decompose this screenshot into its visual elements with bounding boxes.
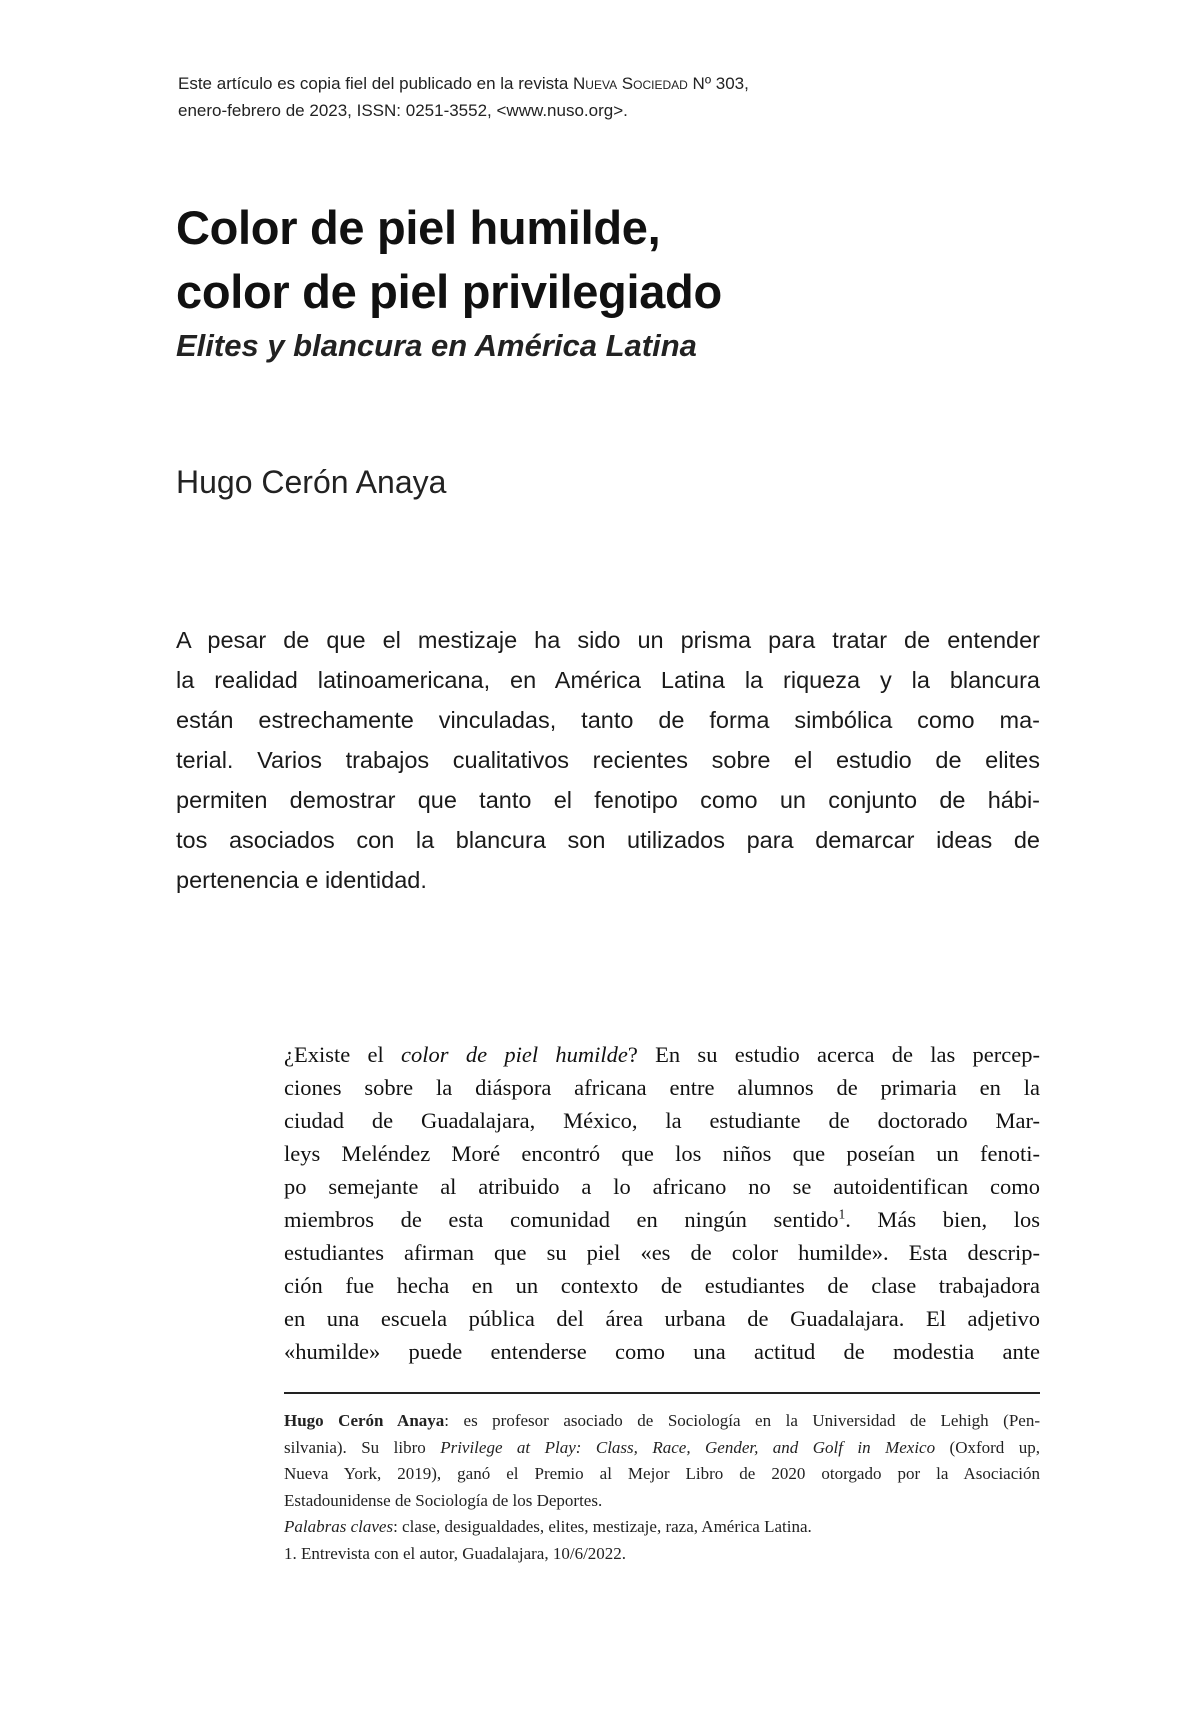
- abstract-line: están estrechamente vinculadas, tanto de forma simbólica como ma-: [176, 707, 1040, 733]
- body-line: ciones sobre la diáspora africana entre alumnos de primaria en la: [284, 1075, 1040, 1100]
- abstract-line: pertenencia e identidad.: [176, 867, 427, 893]
- article-subtitle: Elites y blancura en América Latina: [176, 328, 697, 363]
- body-line: ción fue hecha en un contexto de estudiantes de clase trabajadora: [284, 1273, 1040, 1298]
- body-line: leys Meléndez Moré encontró que los niños que poseían un fenoti-: [284, 1141, 1040, 1166]
- abstract-line: A pesar de que el mestizaje ha sido un prisma para tratar de entender: [176, 627, 1040, 653]
- keywords: Palabras claves: clase, desigualdades, elites, mestizaje, raza, América Latina.: [284, 1517, 812, 1536]
- author-bio: Hugo Cerón Anaya: es profesor asociado de Sociología en la Universidad de Lehigh (Pen- silvania). Su libro Privilege at Play: Class, Race, Gender, and Golf in Mexico (Oxford up, Nueva York, 2019), ganó el Premio al Mejor Libro de 2020 otorgado por la Asociación Estadounidense de Sociología de los Deportes.: [284, 1411, 1040, 1510]
- body-line: «humilde» puede entenderse como una actitud de modestia ante: [284, 1339, 1040, 1364]
- abstract-line: la realidad latinoamericana, en América Latina la riqueza y la blancura: [176, 667, 1040, 693]
- body-line: estudiantes afirman que su piel «es de color humilde». Esta descrip-: [284, 1240, 1040, 1265]
- body-line: ciudad de Guadalajara, México, la estudiante de doctorado Mar-: [284, 1108, 1040, 1133]
- author-name: Hugo Cerón Anaya: [176, 464, 447, 500]
- title-line-2: color de piel privilegiado: [176, 265, 722, 318]
- journal-name: Nueva Sociedad: [573, 74, 688, 93]
- abstract: [176, 620, 1040, 900]
- body-line: en una escuela pública del área urbana de Guadalajara. El adjetivo: [284, 1306, 1040, 1331]
- title-line-1: Color de piel humilde,: [176, 201, 661, 254]
- publication-notice: [178, 70, 898, 124]
- abstract-line: permiten demostrar que tanto el fenotipo como un conjunto de hábi-: [176, 787, 1040, 813]
- emphasis: color de piel humilde: [401, 1042, 628, 1067]
- body-line: po semejante al atribuido a lo africano no se autoidentifican como: [284, 1174, 1040, 1199]
- notice-line-2: enero-febrero de 2023, ISSN: 0251-3552, <www.nuso.org>.: [178, 101, 628, 120]
- body-line: miembros de esta comunidad en ningún sentido$^1$. Más bien, los: [284, 1206, 1040, 1232]
- footnotes: [284, 1408, 1040, 1567]
- footnote-divider: [284, 1392, 1040, 1394]
- keywords-label: Palabras claves: [284, 1517, 394, 1536]
- body-line: ¿Existe el color de piel humilde? En su estudio acerca de las percep-: [284, 1042, 1040, 1067]
- notice-line-1: Este artículo es copia fiel del publicado en la revista Nueva Sociedad Nº 303,: [178, 74, 749, 93]
- bio-author-name: Hugo Cerón Anaya: [284, 1411, 445, 1430]
- article-title: [176, 196, 1076, 324]
- footnote-ref[interactable]: 1: [838, 1206, 846, 1222]
- book-title: Privilege at Play: Class, Race, Gender, and Golf in Mexico: [440, 1437, 936, 1457]
- abstract-line: terial. Varios trabajos cualitativos recientes sobre el estudio de elites: [176, 747, 1040, 773]
- body-text: [284, 1038, 1040, 1368]
- abstract-line: tos asociados con la blancura son utilizados para demarcar ideas de: [176, 827, 1040, 853]
- footnote-1: 1. Entrevista con el autor, Guadalajara, 10/6/2022.: [284, 1543, 627, 1563]
